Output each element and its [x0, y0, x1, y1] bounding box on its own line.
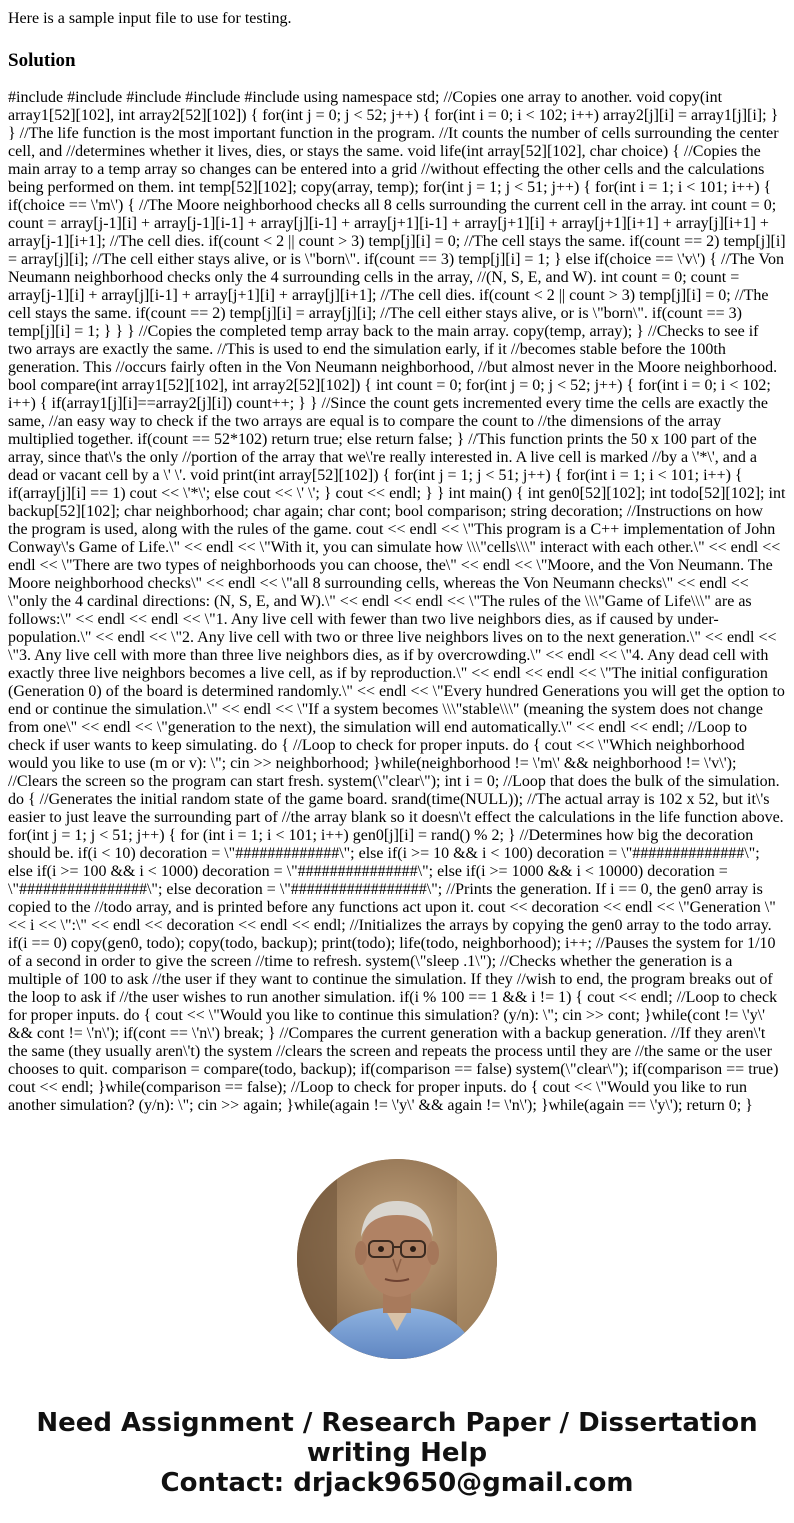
cta-contact-email[interactable]: Contact: drjack9650@gmail.com — [160, 1468, 634, 1498]
solution-code-text: #include #include #include #include #include using namespace std; //Copies one array to another. void copy(int array1[52][102], int array2[52][102]) { for(int j = 0; j < 52; j++) { for(int i = 0; i < 102; i++) array2[j][i] = array1[j][i]; } } //The life function is the most important function in the program. //It counts the number of cells surrounding the center cell, and //determines whether it lives, dies, or stays the same. void life(int array[52][102], char choice) { //Copies the main array to a temp array so changes can be entered into a grid //without effecting the other cells and the calculations being performed on them. int temp[52][102]; copy(array, temp); for(int j = 1; j < 51; j++) { for(int i = 1; i < 101; i++) { if(choice == \'m\') { //The Moore neighborhood checks all 8 cells surrounding the current cell in the array. int count = 0; count = array[j-1][i] + array[j-1][i-1] + array[j][i-1] + array[j+1][i-1] + array[j+1][i] + array[j+1][i+1] + array[j][i+1] + array[j-1][i+1]; //The cell dies. if(count < 2 || count > 3) temp[j][i] = 0; //The cell stays the same. if(count == 2) temp[j][i] = array[j][i]; //The cell either stays alive, or is \"born\". if(count == 3) temp[j][i] = 1; } else if(choice == \'v\') { //The Von Neumann neighborhood checks only the 4 surrounding cells in the array, //(N, S, E, and W). int count = 0; count = array[j-1][i] + array[j][i-1] + array[j+1][i] + array[j][i+1]; //The cell dies. if(count < 2 || count > 3) temp[j][i] = 0; //The cell stays the same. if(count == 2) temp[j][i] = array[j][i]; //The cell either stays alive, or is \"born\". if(count == 3) temp[j][i] = 1; } } } //Copies the completed temp array back to the main array. copy(temp, array); } //Checks to see if two arrays are exactly the same. //This is used to end the simulation early, if it //becomes stable before the 100th generation. This //occurs fairly often in the Von Neumann neighborhood, //but almost never in the Moore neighborhood. bool compare(int array1[52][102], int array2[52][102]) { int count = 0; for(int j = 0; j < 52; j++) { for(int i = 0; i < 102; i++) { if(array1[j][i]==array2[j][i]) count++; } } //Since the count gets incremented every time the cells are exactly the same, //an easy way to check if the two arrays are equal is to compare the count to //the dimensions of the array multiplied together. if(count == 52*102) return true; else return false; } //This function prints the 50 x 100 part of the array, since that\'s the only //portion of the array that we\'re really interested in. A live cell is marked //by a \'*\', and a dead or vacant cell by a \' \'. void print(int array[52][102]) { for(int j = 1; j < 51; j++) { for(int i = 1; i < 101; i++) { if(array[j][i] == 1) cout << \'*\'; else cout << \' \'; } cout << endl; } } int main() { int gen0[52][102]; int todo[52][102]; int backup[52][102]; char neighborhood; char again; char cont; bool comparison; string decoration; //Instructions on how the program is used, along with the rules of the game. cout << endl << \"This program is a C++ implementation of John Conway\'s Game of Life.\" << endl << \"With it, you can simulate how \\\"cells\\\" interact with each other.\" << endl << endl << \"There are two types of neighborhoods you can choose, the\" << endl << \"Moore, and the Von Neumann. The Moore neighborhood checks\" << endl << \"all 8 surrounding cells, whereas the Von Neumann checks\" << endl << \"only the 4 cardinal directions: (N, S, E, and W).\" << endl << endl << \"The rules of the \\\"Game of Life\\\" are as follows:\" << endl << endl << \"1. Any live cell with fewer than two live neighbors dies, as if caused by under-population.\" << endl << \"2. Any live cell with two or three live neighbors lives on to the next generation.\" << endl << \"3. Any live cell with more than three live neighbors dies, as if by overcrowding.\" << endl << \"4. Any dead cell with exactly three live neighbors becomes a live cell, as if by reproduction.\" << endl << endl << \"The initial configuration (Generation 0) of the board is determined randomly.\" << endl << \"Every hundred Generations you will get the option to end or continue the simulation.\" << endl << \"If a system becomes \\\"stable\\\" (meaning the system does not change from one\" << endl << \"generation to the next), the simulation will end automatically.\" << endl << endl; //Loop to check if user wants to keep simulating. do { //Loop to check for proper inputs. do { cout << \"Which neighborhood would you like to use (m or v): \"; cin >> neighborhood; }while(neighborhood != \'m\' && neighborhood != \'v\'); //Clears the screen so the program can start fresh. system(\"clear\"); int i = 0; //Loop that does the bulk of the simulation. do { //Generates the initial random state of the game board. srand(time(NULL)); //The actual array is 102 x 52, but it\'s easier to just leave the surrounding part of //the array blank so it doesn\'t effect the calculations in the life function above. for(int j = 1; j < 51; j++) { for (int i = 1; i < 101; i++) gen0[j][i] = rand() % 2; } //Determines how big the decoration should be. if(i < 10) decoration = \"#############\"; else if(i >= 10 && i < 100) decoration = \"##############\"; else if(i >= 100 && i < 1000) decoration = \"###############\"; else if(i >= 1000 && i < 10000) decoration = \"################\"; else decoration = \"#################\"; //Prints the generation. If i == 0, the gen0 array is copied to the //todo array, and is printed before any functions act upon it. cout << decoration << endl << \"Generation \" << i << \":\" << endl << decoration << endl << endl; //Initializes the arrays by copying the gen0 array to the todo array. if(i == 0) copy(gen0, todo); copy(todo, backup); print(todo); life(todo, neighborhood); i++; //Pauses the system for 1/10 of a second in order to give the screen //time to refresh. system(\"sleep .1\"); //Checks whether the generation is a multiple of 100 to ask //the user if they want to continue the simulation. If they //wish to end, the program breaks out of the loop to ask if //the user wishes to run another simulation. if(i % 100 == 1 && i != 1) { cout << endl; //Loop to check for proper inputs. do { cout << \"Would you like to continue this simulation? (y/n): \"; cin >> cont; }while(cont != \'y\' && cont != \'n\'); if(cont == \'n\') break; } //Compares the current generation with a backup generation. //If they aren\'t the same (they usually aren\'t) the system //clears the screen and repeats the process until they are //the same or the user chooses to quit. comparison = compare(todo, backup); if(comparison == false) system(\"clear\"); if(comparison == true) cout << endl; }while(comparison == false); //Loop to check for proper inputs. do { cout << \"Would you like to run another simulation? (y/n): \"; cin >> again; }while(again != \'y\' && again != \'n\'); }while(again == \'y\'); return 0; } — [8, 89, 786, 1114]
help-contact-banner — [8, 1408, 786, 1498]
author-portrait-illustration — [297, 1159, 497, 1359]
cta-line-1: Need Assignment / Research Paper / Dissertation — [36, 1408, 758, 1438]
cta-line-2: writing Help — [306, 1438, 488, 1468]
author-photo-container — [8, 1159, 786, 1359]
solution-heading: Solution — [8, 50, 76, 71]
intro-text: Here is a sample input file to use for testing. — [8, 10, 292, 27]
author-photo — [297, 1159, 497, 1359]
